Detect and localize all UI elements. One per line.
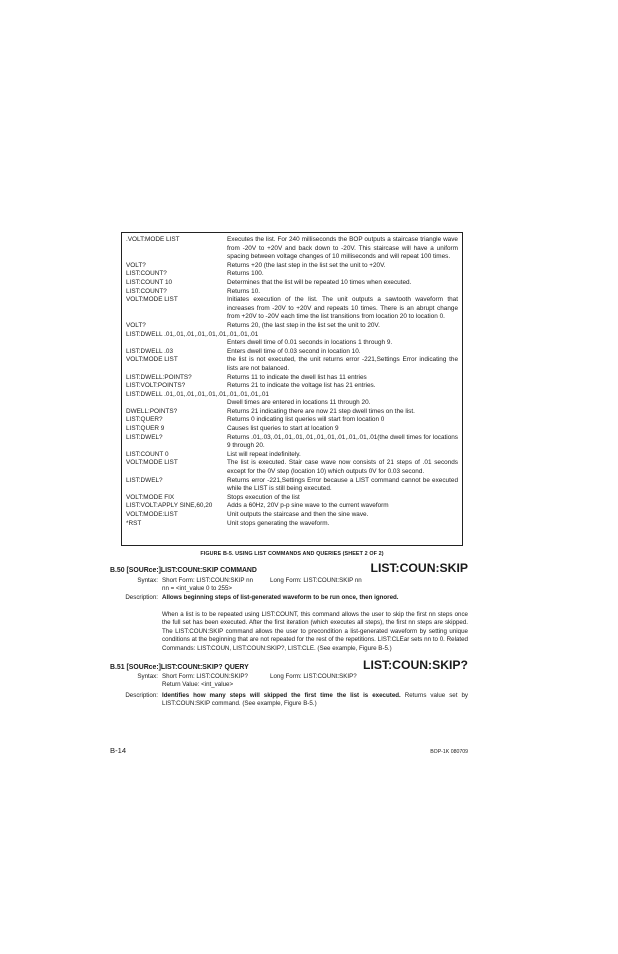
b50-desc-bold: Allows beginning steps of list-generated waveform to be run once, then ignored. <box>162 594 399 601</box>
figure-row <box>126 416 458 425</box>
figure-row-command: LIST:COUNT? <box>126 287 167 295</box>
b50-description <box>110 594 468 602</box>
figure-row <box>126 511 458 520</box>
figure-row <box>126 451 458 460</box>
figure-row-description: Returns 100. <box>227 270 264 278</box>
figure-row-description: Executes the list. For 240 milliseconds the BOP outputs a staircase triangle wave from -20V to +20V and back down to -20V. This staircase will have a uniform spacing between voltage changes of 10 milliseconds and will repeat 100 times. <box>227 236 458 261</box>
figure-row-command: LIST:DWELL .03 <box>126 347 174 355</box>
figure-row-command: VOLT:MODE LIST <box>126 296 178 304</box>
figure-row <box>126 459 458 476</box>
figure-row <box>126 520 458 529</box>
figure-row-description: Returns 20, (the last step in the list set the unit to 20V. <box>227 321 380 329</box>
figure-row-description: Enters dwell time of 0.03 second in location 10. <box>227 347 361 355</box>
section-b51-command: LIST:COUN:SKIP? <box>363 658 468 672</box>
figure-row-command: LIST:COUNT 0 <box>126 450 169 458</box>
page-number: B-14 <box>110 746 127 755</box>
b50-long-form: Long Form: LIST:COUNt:SKIP nn <box>270 577 362 584</box>
figure-row <box>126 477 458 494</box>
figure-row-description: Returns .01,.03,.01,.01,.01,.01,.01,.01,.01,.01,.01,.01(the dwell times for locations 9 through 20. <box>227 433 458 450</box>
figure-row <box>126 434 458 451</box>
figure-row-description: Returns 10. <box>227 287 261 295</box>
b50-short-form: Short Form: LIST:COUN:SKIP nn <box>162 577 254 584</box>
figure-row-description: the list is not executed, the unit returns error -221,Settings Error indicating the lists are not balanced. <box>227 356 458 372</box>
figure-row-description: Adds a 60Hz, 20V p-p sine wave to the current waveform <box>227 502 389 510</box>
figure-row <box>126 270 458 279</box>
figure-row <box>126 322 458 331</box>
figure-row-description: Returns 21 indicating there are now 21 step dwell times on the list. <box>227 407 415 415</box>
figure-row-command: LIST:VOLT:POINTS? <box>126 382 186 390</box>
figure-row-command: LIST:DWEL? <box>126 476 163 484</box>
b51-return-value: Return Value: <int_value> <box>162 681 234 689</box>
figure-row-description: Unit stops generating the waveform. <box>227 519 330 527</box>
b51-short-form: Short Form: LIST:COUN:SKIP? <box>162 673 248 680</box>
figure-row-description: Returns +20 (the last step in the list set the unit to +20V. <box>227 261 386 269</box>
b50-paragraph: When a list is to be repeated using LIST:COUNT, this command allows the user to skip the first nn steps once the full set has been executed. After the first iteration (which executes all steps), the first nn steps are skipped. The LIST:COUN:SKIP command allows the user to precondition a list-generated waveform by setting unique conditions at the beginning that are not repeated for the rest of the repetitions. LIST:CLEar sets nn to 0. Related Commands: LIST:COUN, LIST:COUN:SKIP?, LIST:CLE. (See example, Figure B-5.) <box>162 611 468 652</box>
figure-row <box>126 382 458 391</box>
figure-row-command: LIST:COUNT 10 <box>126 278 173 286</box>
figure-row-command: .VOLT:MODE LIST <box>126 236 180 243</box>
figure-row-command: LIST:DWELL:POINTS? <box>126 373 192 381</box>
document-id: BOP-1K 080709 <box>430 749 468 755</box>
figure-row-command: LIST:DWEL? <box>126 433 163 441</box>
figure-row <box>126 356 458 373</box>
figure-row-description: List will repeat indefinitely. <box>227 450 301 458</box>
figure-row <box>126 296 458 322</box>
figure-row <box>126 391 458 400</box>
section-b51-label: B.51 [SOURce:]LIST:COUNt:SKIP? QUERY <box>110 664 249 671</box>
figure-row-description: Returns 0 indicating list queries will start from location 0 <box>227 416 385 424</box>
figure-row-description: The list is executed. Stair case wave now consists of 21 steps of .01 seconds except for the 0V step (location 10) which outputs 0V for 0.03 second. <box>227 459 458 476</box>
figure-row-description: Dwell times are entered in locations 11 through 20. <box>227 399 371 407</box>
figure-row-command: LIST:QUER 9 <box>126 425 165 433</box>
figure-row-command: DWELL:POINTS? <box>126 407 178 415</box>
figure-row-command: LIST:COUNT? <box>126 270 167 278</box>
b51-description <box>110 692 468 709</box>
figure-row <box>126 331 458 340</box>
figure-row <box>126 374 458 383</box>
figure-row-description: Enters dwell time of 0.01 seconds in locations 1 through 9. <box>227 339 393 347</box>
figure-row-description: Unit outputs the staircase and then the sine wave. <box>227 511 369 518</box>
figure-row <box>126 262 458 271</box>
b51-desc-bold: Identifies how many steps will skipped the first time the list is executed. <box>162 692 401 699</box>
figure-row-description: Initiates execution of the list. The unit outputs a sawtooth waveform that increases from -20V to +20V and repeats 10 times. There is an abrupt change from +20V to -20V each time the list transitions from location 20 to location 0. <box>227 296 458 321</box>
figure-row-command: LIST:VOLT:APPLY SINE,60,20 <box>126 502 213 510</box>
section-b50-heading <box>110 561 468 575</box>
figure-row <box>126 502 458 511</box>
figure-row <box>126 339 458 348</box>
figure-row <box>126 236 458 262</box>
figure-row <box>126 494 458 503</box>
figure-row-command: VOLT:MODE FIX <box>126 493 175 501</box>
figure-row-description: Stops execution of the list <box>227 493 300 501</box>
figure-row-command: VOLT? <box>126 261 146 269</box>
figure-row-description: Determines that the list will be repeated 10 times when executed. <box>227 278 412 286</box>
figure-row-description: Returns 21 to indicate the voltage list has 21 entries. <box>227 382 376 390</box>
figure-row <box>126 408 458 417</box>
figure-row-description: Causes list queries to start at location 9 <box>227 425 339 433</box>
figure-row-command: LIST:DWELL .01,.01,.01,.01,.01,.01,.01,.01,.01,.01 <box>126 390 269 398</box>
b51-long-form: Long Form: LIST:COUNt:SKIP? <box>270 673 357 680</box>
b51-syntax <box>110 673 468 690</box>
figure-row <box>126 348 458 357</box>
figure-row-command: VOLT:MODE LIST <box>126 459 178 467</box>
section-b51-heading <box>110 658 468 672</box>
figure-row <box>126 425 458 434</box>
figure-row-description: Returns 11 to indicate the dwell list has 11 entries <box>227 373 367 381</box>
b50-nn-range: nn = <int_value 0 to 255> <box>162 585 233 593</box>
figure-row-command: VOLT:MODE:LIST <box>126 511 178 518</box>
b51-desc-rest: Returns value set by LIST:COUN:SKIP command. (See example, Figure B-5.) <box>162 692 468 708</box>
b50-desc-key: Description: <box>125 594 158 601</box>
b51-syntax-key: Syntax: <box>137 673 158 680</box>
figure-b5-table <box>121 232 463 546</box>
figure-row-command: *RST <box>126 519 142 527</box>
figure-row-description: Returns error -221,Settings Error because a LIST command cannot be executed while the LIST is still being executed. <box>227 476 458 493</box>
section-b50-label: B.50 [SOURce:]LIST:COUNt:SKIP COMMAND <box>110 567 257 574</box>
section-b50-command: LIST:COUN:SKIP <box>370 561 468 575</box>
figure-row <box>126 288 458 297</box>
b50-syntax <box>110 577 468 594</box>
b51-desc-key: Description: <box>125 692 158 699</box>
figure-row-command: VOLT:MODE LIST <box>126 356 178 364</box>
figure-row-command: VOLT? <box>126 321 146 329</box>
figure-row <box>126 399 458 408</box>
figure-row-command: LIST:QUER? <box>126 416 163 424</box>
page-footer <box>110 746 468 755</box>
figure-row <box>126 279 458 288</box>
figure-caption: FIGURE B-5. USING LIST COMMANDS AND QUERIES (SHEET 2 OF 2) <box>200 551 384 557</box>
b50-syntax-key: Syntax: <box>137 577 158 584</box>
figure-row-command: LIST:DWELL .01,.01,.01,.01,.01,.01,.01,.01,.01 <box>126 330 259 338</box>
